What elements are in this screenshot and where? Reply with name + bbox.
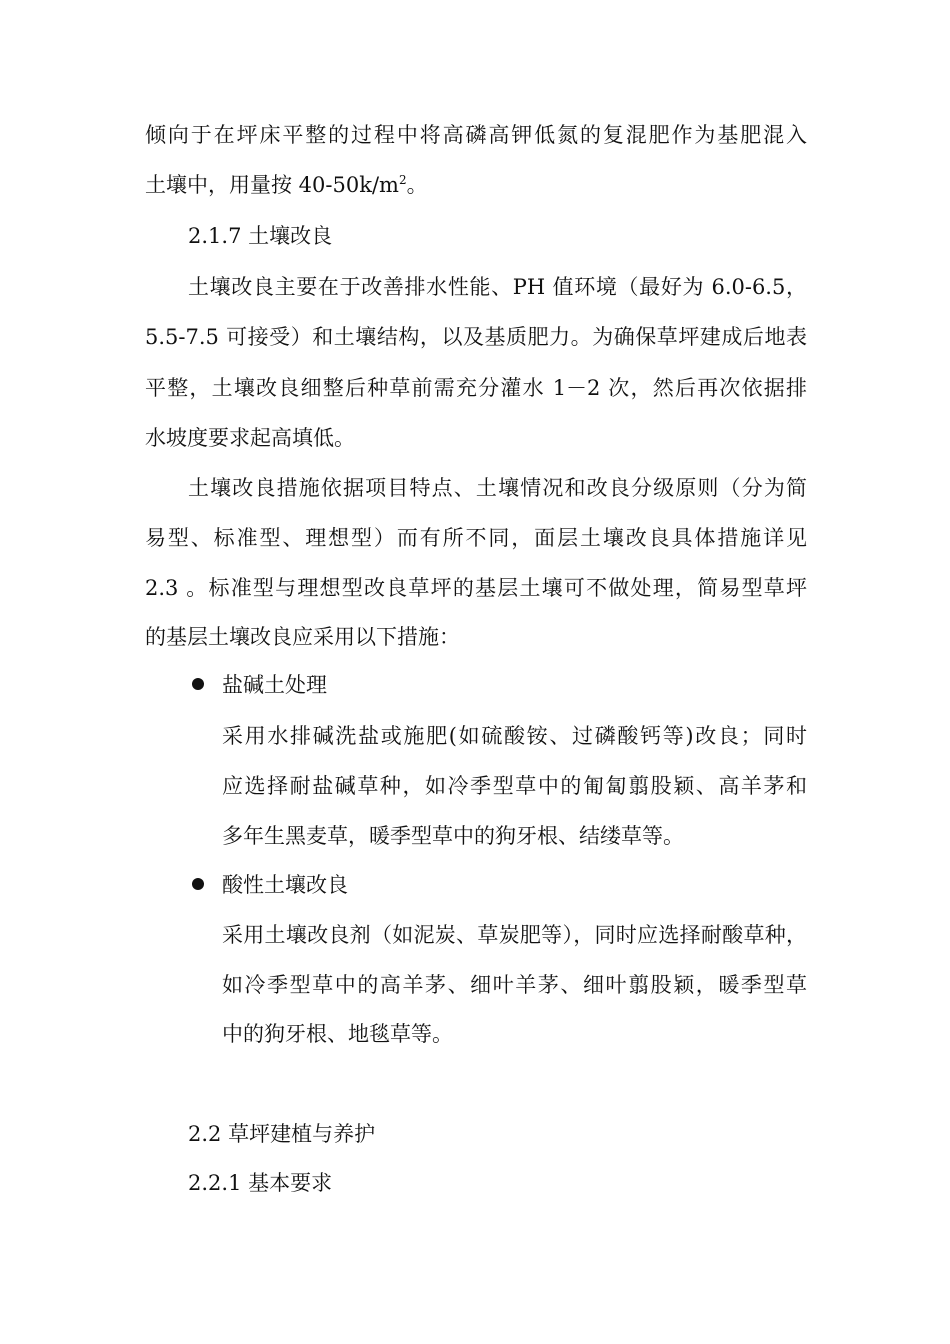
paragraph-2-line-4: 水坡度要求起高填低。 [145,426,355,450]
bullet-1-line-2: 应选择耐盐碱草种，如冷季型草中的匍匐翦股颖、高羊茅和 [222,774,807,798]
paragraph-2-line-2: 5.5-7.5 可接受）和土壤结构，以及基质肥力。为确保草坪建成后地表 [145,325,807,349]
paragraph-3-line-3: 2.3 。标准型与理想型改良草坪的基层土壤可不做处理，简易型草坪 [145,576,807,600]
section-217-heading: 2.1.7 土壤改良 [188,224,333,248]
bullet-2-line-1: 采用土壤改良剂（如泥炭、草炭肥等），同时应选择耐酸草种， [222,923,807,947]
paragraph-1-line-1: 倾向于在坪床平整的过程中将高磷高钾低氮的复混肥作为基肥混入 [145,123,807,147]
bullet-1-line-1: 采用水排碱洗盐或施肥(如硫酸铵、过磷酸钙等)改良；同时 [222,724,807,748]
paragraph-1-line-2-text: 土壤中，用量按 40-50k/m [145,173,399,197]
bullet-2-title: 酸性土壤改良 [222,873,348,897]
paragraph-3-line-1: 土壤改良措施依据项目特点、土壤情况和改良分级原则（分为简 [188,476,807,500]
paragraph-3-line-2: 易型、标准型、理想型）而有所不同，面层土壤改良具体措施详见 [145,526,807,550]
section-22-heading: 2.2 草坪建植与养护 [188,1122,376,1146]
paragraph-2-line-3: 平整，土壤改良细整后种草前需充分灌水 1－2 次，然后再次依据排 [145,376,807,400]
paragraph-1-line-2-end: 。 [406,173,428,197]
bullet-dot-icon [192,678,204,690]
bullet-dot-icon [192,878,204,890]
paragraph-3-line-4: 的基层土壤改良应采用以下措施： [145,625,460,649]
bullet-1-line-3: 多年生黑麦草，暖季型草中的狗牙根、结缕草等。 [222,824,684,848]
section-221-heading: 2.2.1 基本要求 [188,1171,333,1195]
bullet-1-title: 盐碱土处理 [222,673,327,697]
paragraph-1-line-2 [145,170,428,203]
paragraph-2-line-1: 土壤改良主要在于改善排水性能、PH 值环境（最好为 6.0-6.5， [188,275,807,299]
bullet-2-line-2: 如冷季型草中的高羊茅、细叶羊茅、细叶翦股颖，暖季型草 [222,973,807,997]
superscript-2: 2 [398,173,407,187]
bullet-2-line-3: 中的狗牙根、地毯草等。 [222,1022,453,1046]
